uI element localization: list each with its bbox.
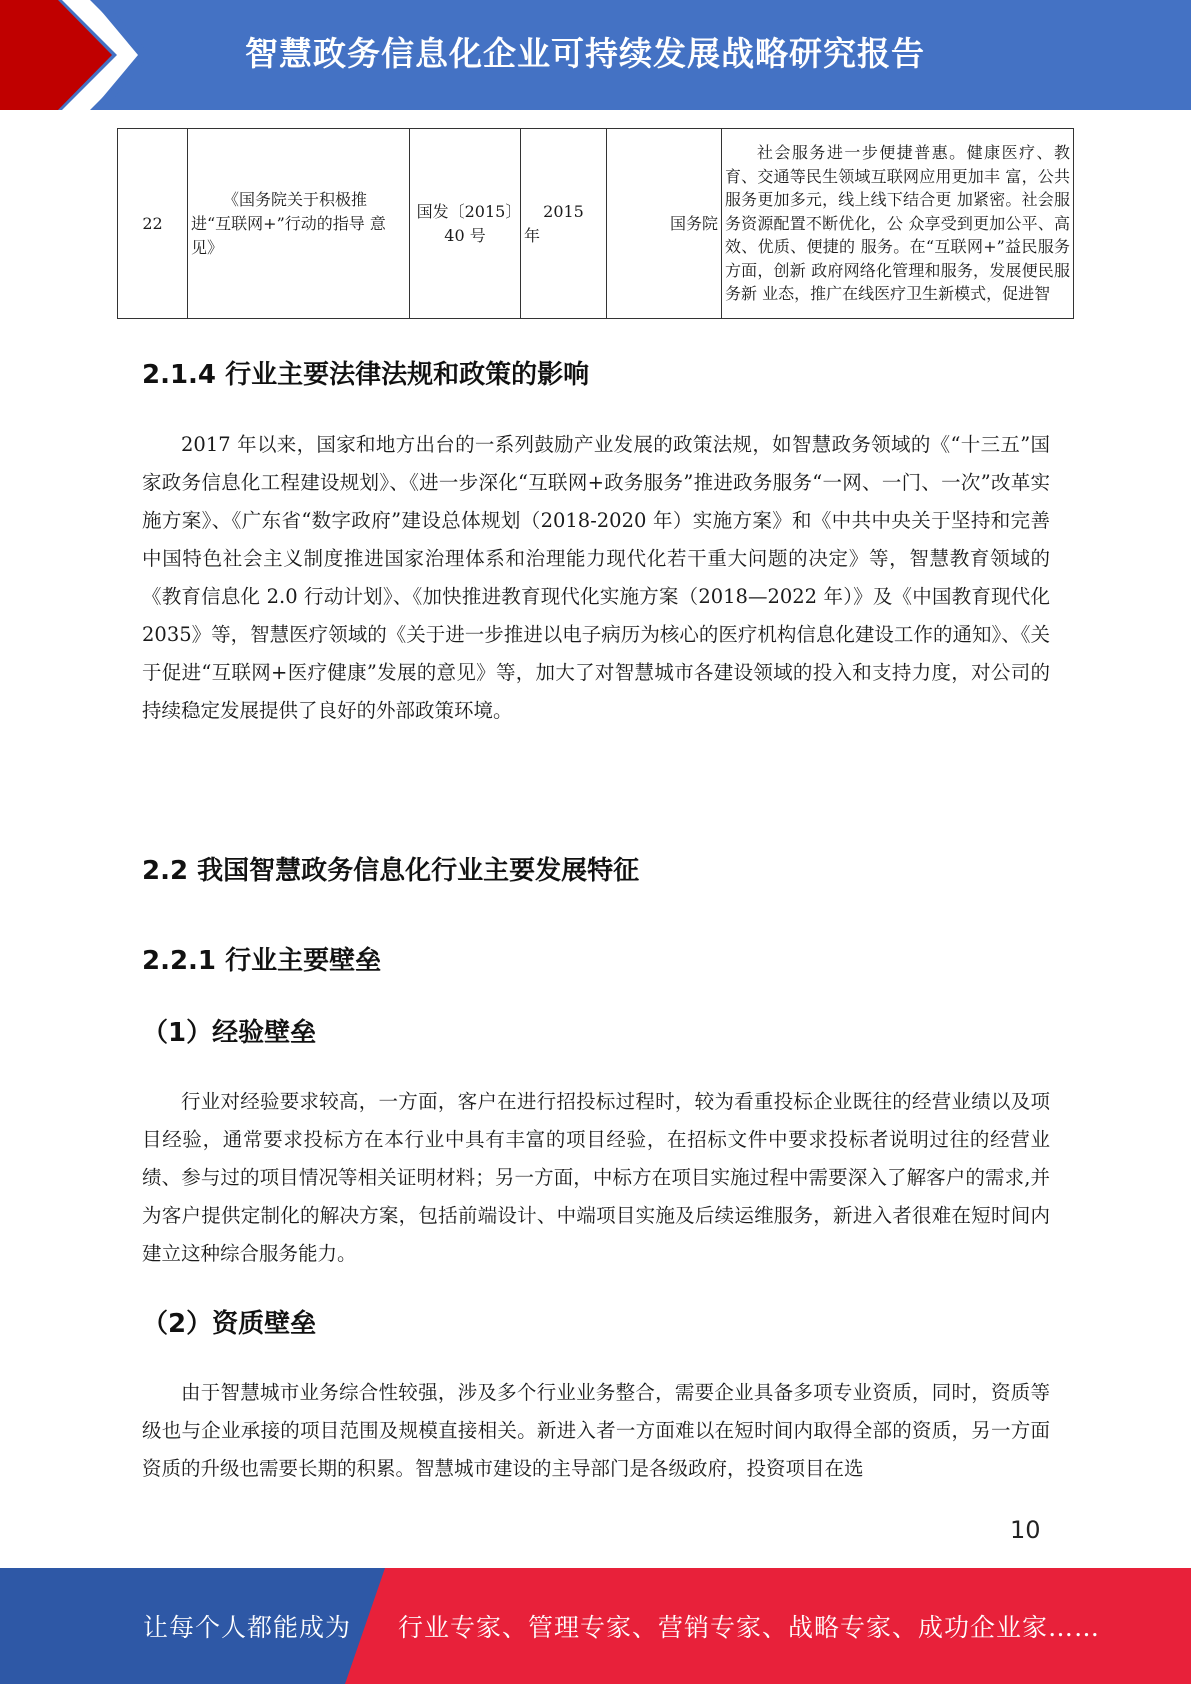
footer-slogan-right: 行业专家、管理专家、营销专家、战略专家、成功企业家……: [398, 1613, 1101, 1642]
page-footer: [0, 1568, 1191, 1684]
policy-name: 《国务院关于积极推进“互联网+”行动的指导 意见》: [188, 129, 410, 319]
issuing-authority: 国务院: [607, 129, 722, 319]
page-header: [0, 0, 1191, 110]
footer-slogan-left: 让每个人都能成为: [143, 1613, 352, 1642]
table-row: [118, 129, 1074, 319]
section-heading-2-1-4: 2.1.4 行业主要法律法规和政策的影响: [142, 360, 590, 390]
header-red-arrow: [0, 0, 160, 110]
report-title: 智慧政务信息化企业可持续发展战略研究报告: [245, 34, 925, 73]
subheading-qualification-barrier: （2）资质壁垒: [142, 1309, 317, 1339]
issue-year: 2015: [543, 201, 584, 221]
page-number: 10: [1010, 1516, 1041, 1544]
qualification-barrier-body: 由于智慧城市业务综合性较强，涉及多个行业业务整合，需要企业具备多项专业资质，同时，资质等级也与企业承接的项目范围及规模直接相关。新进入者一方面难以在短时间内取得全部的资质，另一方面资质的升级也需要长期的积累。智慧城市建设的主导部门是各级政府，投资项目在选: [142, 1381, 1050, 1480]
issue-year-cell: [521, 129, 607, 319]
subheading-experience-barrier: （1）经验壁垒: [142, 1018, 317, 1048]
document-number: 国发〔2015〕40 号: [410, 129, 521, 319]
policy-table: [117, 128, 1074, 319]
experience-barrier-body: 行业对经验要求较高，一方面，客户在进行招投标过程时，较为看重投标企业既往的经营业绩以及项目经验，通常要求投标方在本行业中具有丰富的项目经验，在招标文件中要求投标者说明过往的经营业绩、参与过的项目情况等相关证明材料；另一方面，中标方在项目实施过程中需要深入了解客户的需求,并为客户提供定制化的解决方案，包括前端设计、中端项目实施及后续运维服务，新进入者很难在短时间内建立这种综合服务能力。: [142, 1090, 1050, 1265]
row-number: 22: [118, 129, 188, 319]
section-heading-2-2: 2.2 我国智慧政务信息化行业主要发展特征: [142, 856, 640, 886]
section-heading-2-2-1: 2.2.1 行业主要壁垒: [142, 946, 382, 976]
issue-year-unit: 年: [524, 225, 541, 245]
section-2-1-4-body: 2017 年以来，国家和地方出台的一系列鼓励产业发展的政策法规，如智慧政务领域的《“十三五”国家政务信息化工程建设规划》、《进一步深化“互联网+政务服务”推进政务服务“一网、一门、一次”改革实施方案》、《广东省“数字政府”建设总体规划（2018-2020 年）实施方案》和《中共中央关于坚持和完善中国特色社会主义制度推进国家治理体系和治理能力现代化若干重大问题的决定》等，智慧教育领域的《教育信息化 2.0 行动计划》、《加快推进教育现代化实施方案（2018—2022 年）》及《中国教育现代化 2035》等，智慧医疗领域的《关于进一步推进以电子病历为核心的医疗机构信息化建设工作的通知》、《关于促进“互联网+医疗健康”发展的意见》等，加大了对智慧城市各建设领域的投入和支持力度，对公司的持续稳定发展提供了良好的外部政策环境。: [142, 433, 1050, 722]
policy-content: 社会服务进一步便捷普惠。健康医疗、教育、交通等民生领域互联网应用更加丰 富，公共服务更加多元，线上线下结合更 加紧密。社会服务资源配置不断优化，公 众享受到更加公平、高效、优质、便捷的 服务。在“互联网+”益民服务方面，创新 政府网络化管理和服务，发展便民服务新 业态，推广在线医疗卫生新模式，促进智: [722, 129, 1074, 319]
